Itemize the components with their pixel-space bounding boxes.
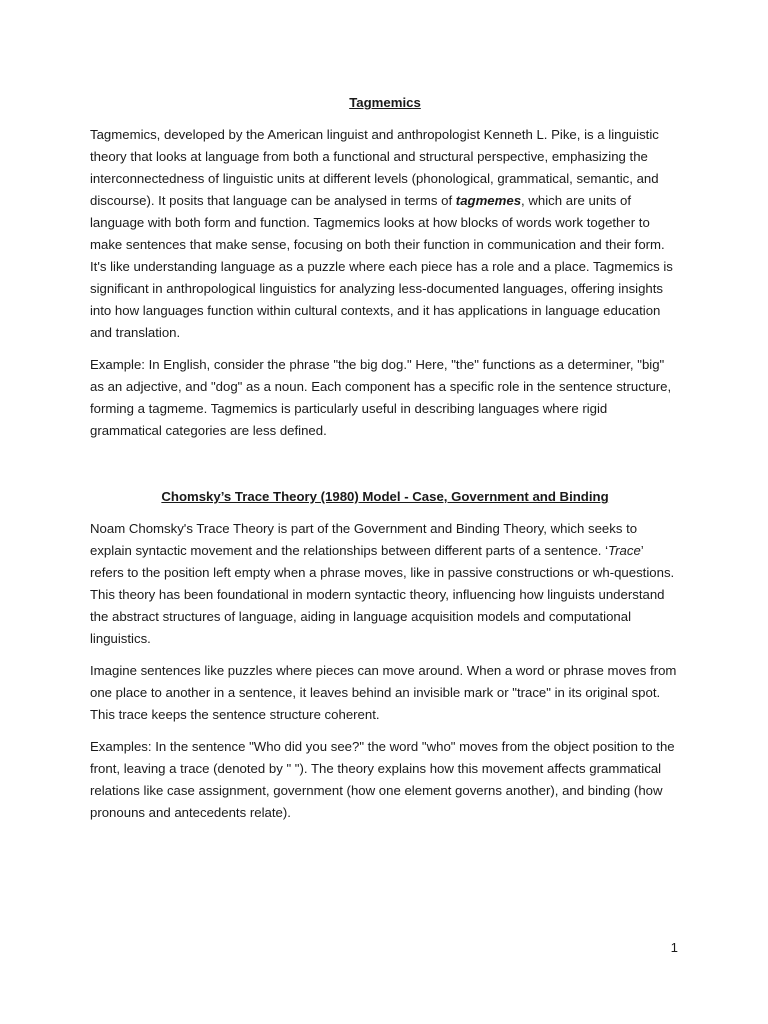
- document-body: [90, 92, 680, 834]
- trace-theory-analogy-paragraph: Imagine sentences like puzzles where pieces can move around. When a word or phrase moves from one place to another in a sentence, it leaves behind an invisible mark or "trace" in its original spot. This trace keeps the sentence structure coherent.: [90, 663, 677, 722]
- page-number: 1: [670, 940, 678, 955]
- tagmemics-paragraph: [90, 124, 680, 344]
- trace-theory-paragraph-part2: ’ refers to the position left empty when a phrase moves, like in passive constructions or wh-questions. This theory has been foundational in modern syntactic theory, influencing how linguists understand the abstract structures of language, aiding in language acquisition models and computational linguistics.: [90, 543, 675, 646]
- trace-term: Trace: [608, 543, 641, 558]
- tagmemics-example-paragraph: Example: In English, consider the phrase "the big dog." Here, "the" functions as a determiner, "big" as an adjective, and "dog" as a noun. Each component has a specific role in the sentence structure, forming a tagmeme. Tagmemics is particularly useful in describing languages where rigid grammatical categories are less defined.: [90, 357, 672, 438]
- trace-theory-paragraph-part1: Noam Chomsky's Trace Theory is part of the Government and Binding Theory, which seeks to explain syntactic movement and the relationships between different parts of a sentence. ‘: [90, 521, 638, 558]
- section-title-trace-theory: Chomsky’s Trace Theory (1980) Model - Case, Government and Binding: [161, 489, 609, 504]
- trace-theory-example-paragraph: Examples: In the sentence "Who did you see?" the word "who" moves from the object position to the front, leaving a trace (denoted by " "). The theory explains how this movement affects grammatical relations like case assignment, government (how one element governs another), and binding (how pronouns and antecedents relate).: [90, 739, 675, 820]
- section-title-tagmemics: Tagmemics: [349, 95, 421, 110]
- tagmemics-paragraph-part1: Tagmemics, developed by the American linguist and anthropologist Kenneth L. Pike, is a linguistic theory that looks at language from both a functional and structural perspective, emphasizing the interconnectedness of linguistic units at different levels (phonological, grammatical, semantic, and discourse). It posits that language can be analysed in terms of: [90, 127, 659, 208]
- section-spacer: [90, 452, 680, 486]
- trace-theory-paragraph: [90, 518, 680, 650]
- tagmemes-term: tagmemes: [455, 193, 522, 208]
- tagmemics-paragraph-part2: , which are units of language with both form and function. Tagmemics looks at how blocks of words work together to make sentences that make sense, focusing on both their function in communication and their form. It's like understanding language as a puzzle where each piece has a role and a place. Tagmemics is significant in anthropological linguistics for analyzing less-documented languages, offering insights into how languages function within cultural contexts, and it has applications in language education and translation.: [90, 193, 673, 340]
